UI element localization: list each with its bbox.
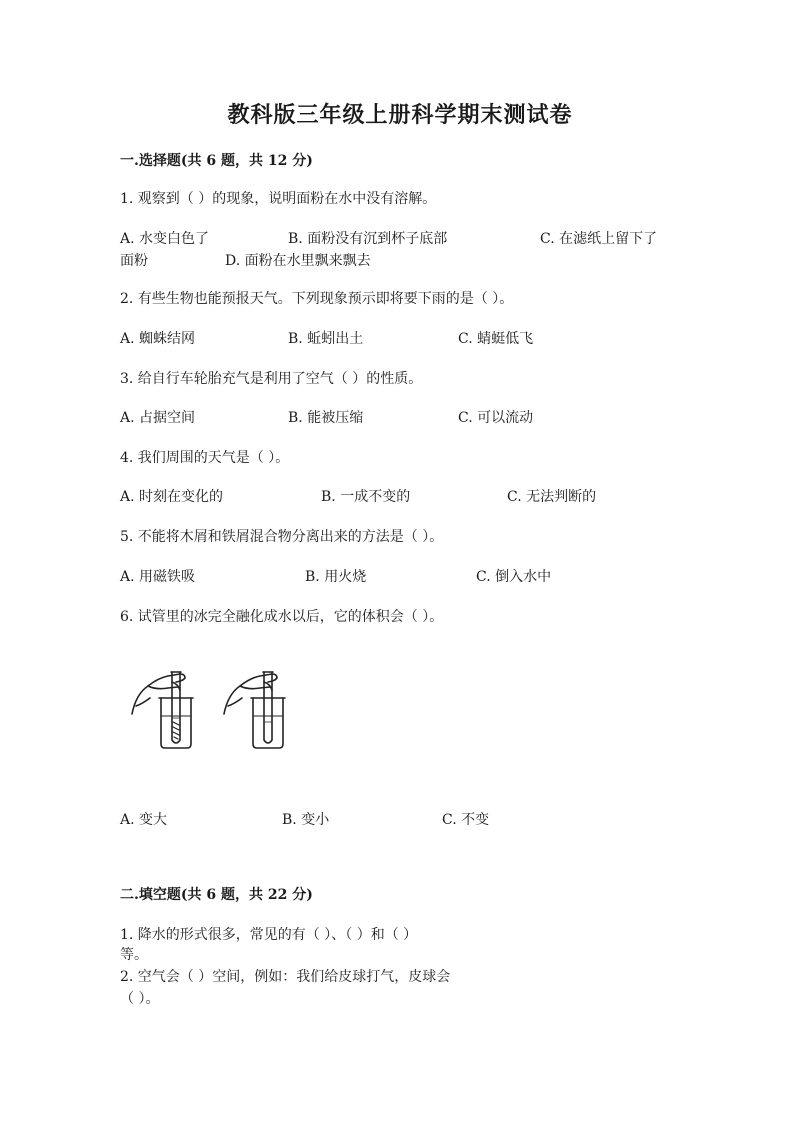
question-stem: 4. 我们周围的天气是（ ）。 [120,450,290,466]
option-b: B. 一成不变的 [321,489,411,505]
option-a: A. 水变白色了 [120,231,210,247]
option-b: B. 变小 [282,812,330,828]
option-c: C. 不变 [442,812,490,828]
option-a: A. 变大 [120,812,168,828]
option-c: C. 可以流动 [458,410,534,426]
test-tube-beaker-illustration [128,664,308,754]
option-c: C. 在滤纸上留下了 [540,231,658,247]
option-a: A. 占据空间 [120,410,196,426]
question-stem: 3. 给自行车轮胎充气是利用了空气（ ）的性质。 [120,371,423,387]
option-b: B. 蚯蚓出土 [288,331,364,347]
option-d: D. 面粉在水里飘来飘去 [225,253,371,269]
option-b: B. 面粉没有沉到杯子底部 [288,231,448,247]
option-a: A. 蜘蛛结网 [120,331,196,347]
option-a: A. 用磁铁吸 [120,569,196,585]
question-stem: 5. 不能将木屑和铁屑混合物分离出来的方法是（ ）。 [120,529,444,545]
section-heading-fill-in: 二.填空题(共 6 题，共 22 分) [120,887,313,903]
question-stem: 2. 空气会（ ）空间，例如：我们给皮球打气，皮球会 [120,969,451,985]
question-stem-continued: （ ）。 [120,991,160,1007]
question-stem: 6. 试管里的冰完全融化成水以后，它的体积会（ ）。 [120,609,444,625]
option-c-continued: 面粉 [120,253,148,269]
question-stem-continued: 等。 [120,947,148,963]
question-stem: 1. 观察到（ ）的现象，说明面粉在水中没有溶解。 [120,191,437,207]
option-c: C. 无法判断的 [507,489,597,505]
option-b: B. 能被压缩 [288,410,364,426]
question-stem: 1. 降水的形式很多，常见的有（ ）、（ ）和（ ） [120,927,418,943]
option-b: B. 用火烧 [305,569,367,585]
option-c: C. 蜻蜓低飞 [458,331,534,347]
page-title: 教科版三年级上册科学期末测试卷 [227,102,573,128]
question-stem: 2. 有些生物也能预报天气。下列现象预示即将要下雨的是（ ）。 [120,291,514,307]
option-a: A. 时刻在变化的 [120,489,224,505]
option-c: C. 倒入水中 [476,569,552,585]
section-heading-choice: 一.选择题(共 6 题，共 12 分) [120,153,313,169]
